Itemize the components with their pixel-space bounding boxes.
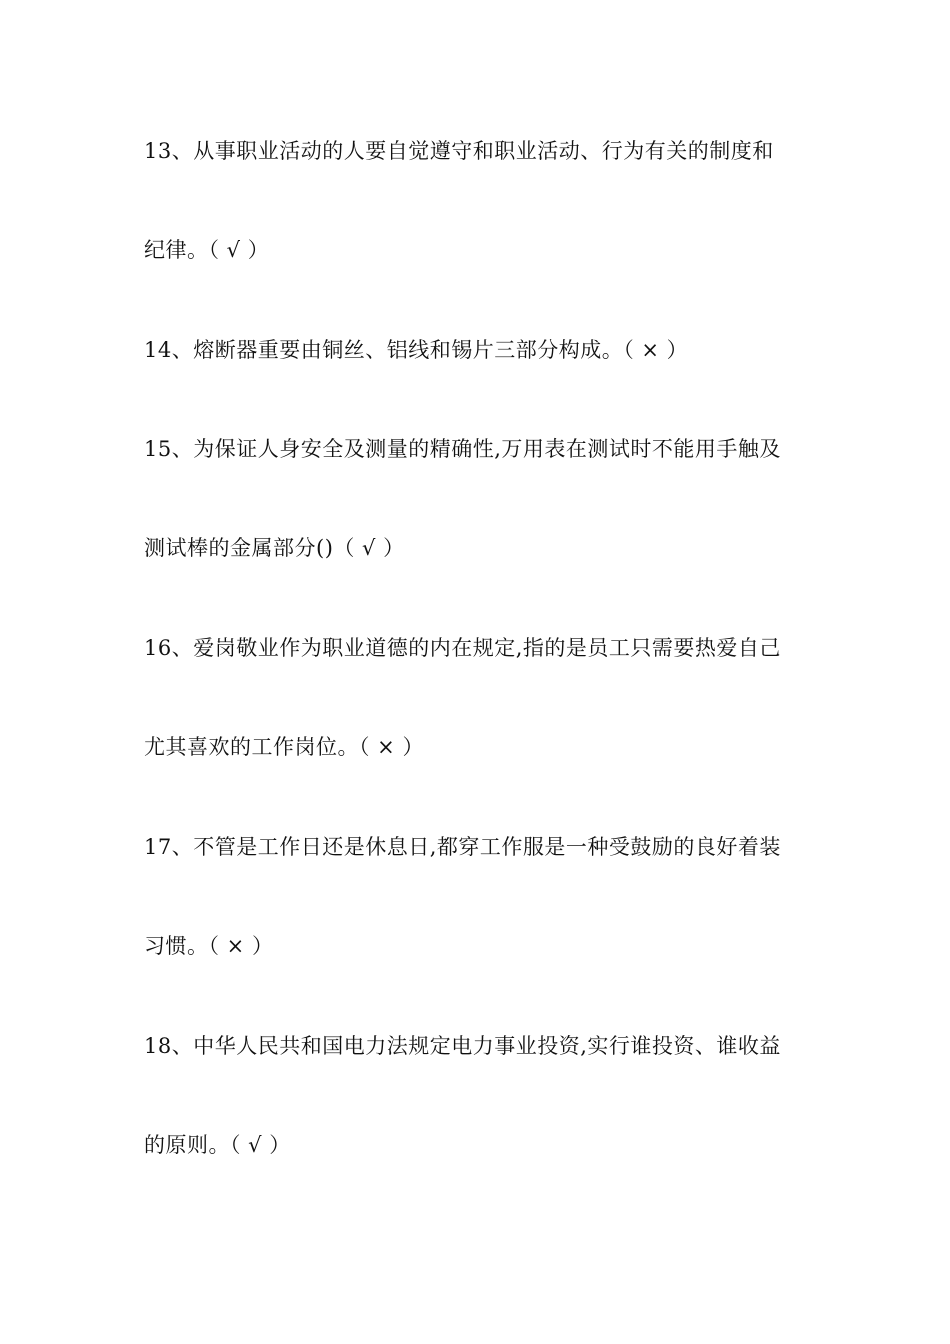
question-17-line-1: 17、不管是工作日还是休息日,都穿工作服是一种受鼓励的良好着装	[144, 835, 781, 859]
question-13-line-2: 纪律。（ √ ）	[144, 238, 270, 262]
question-18-line-2: 的原则。（ √ ）	[144, 1133, 291, 1157]
question-15-line-2: 测试棒的金属部分()（ √ ）	[144, 536, 405, 560]
question-14-line-1: 14、熔断器重要由铜丝、铝线和锡片三部分构成。（ × ）	[144, 338, 689, 362]
question-16-line-2: 尤其喜欢的工作岗位。（ × ）	[144, 735, 424, 759]
question-16-line-1: 16、爱岗敬业作为职业道德的内在规定,指的是员工只需要热爱自己	[144, 636, 781, 660]
question-13-line-1: 13、从事职业活动的人要自觉遵守和职业活动、行为有关的制度和	[144, 139, 774, 163]
question-15-line-1: 15、为保证人身安全及测量的精确性,万用表在测试时不能用手触及	[144, 437, 781, 461]
question-18-line-1: 18、中华人民共和国电力法规定电力事业投资,实行谁投资、谁收益	[144, 1034, 781, 1058]
question-17-line-2: 习惯。（ × ）	[144, 934, 274, 958]
